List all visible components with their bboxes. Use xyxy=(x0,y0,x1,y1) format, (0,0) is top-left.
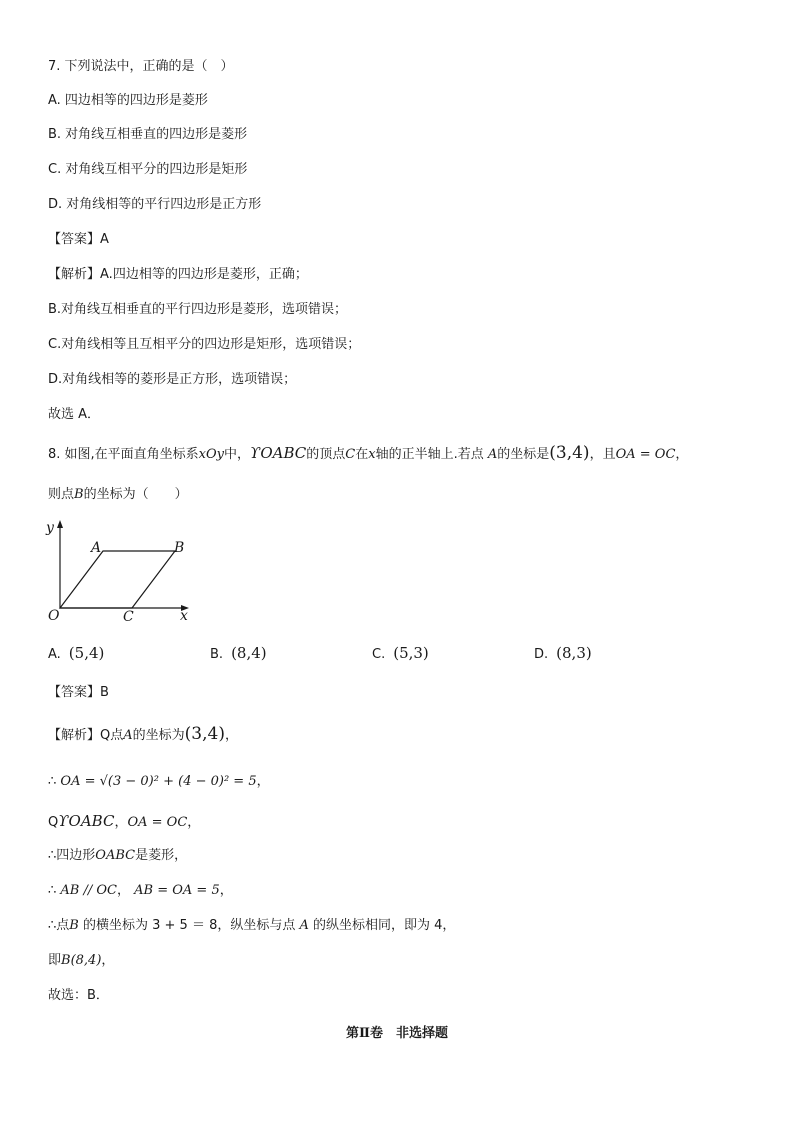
section-footer: 第Ⅱ卷 非选择题 xyxy=(346,1026,448,1041)
q8-analysis-line-5 xyxy=(48,882,233,900)
q7-analysis-line-1 xyxy=(48,266,308,284)
option-value: (5,4) xyxy=(68,644,105,662)
option-letter: D. xyxy=(534,647,549,662)
stem-b: B xyxy=(74,487,84,502)
analysis-quad: OABC xyxy=(95,848,136,863)
analysis-text: A.四边相等的四边形是菱形，正确； xyxy=(100,267,308,282)
analysis-label: 【解析】 xyxy=(48,728,101,743)
analysis-eq: AB = OA = 5 xyxy=(134,883,220,898)
q8-conclusion: 故选：B． xyxy=(48,988,109,1003)
q8-option-a xyxy=(48,644,104,664)
answer-label: 【答案】 xyxy=(48,232,101,247)
q8-answer xyxy=(48,684,109,702)
q7-option-a: A. 四边相等的四边形是菱形 xyxy=(48,93,208,108)
option-value: (5,3) xyxy=(393,644,429,662)
parallelogram-oabc xyxy=(60,551,175,608)
q8-option-c xyxy=(372,644,429,664)
q7-analysis-line-4: D.对角线相等的菱形是正方形，选项错误； xyxy=(48,372,297,387)
stem-text: 中， xyxy=(224,447,251,462)
analysis-text: ， xyxy=(219,883,233,898)
analysis-text: ， xyxy=(114,815,128,830)
analysis-point-a: A xyxy=(299,918,309,933)
stem-xoy: xOy xyxy=(198,447,225,462)
analysis-text: ， xyxy=(117,883,131,898)
analysis-text: 的横坐标为 3 + 5 ＝ 8，纵坐标与点 xyxy=(82,918,296,933)
answer-value: B xyxy=(100,685,109,700)
option-value: (8,3) xyxy=(556,644,592,662)
analysis-text: ， xyxy=(187,815,201,830)
stem-parallelogram: ϒOABC xyxy=(250,444,307,462)
q7-option-d: D. 对角线相等的平行四边形是正方形 xyxy=(48,197,262,212)
analysis-coord: (3,4) xyxy=(184,724,225,744)
q7-stem: 7. 下列说法中，正确的是（ ） xyxy=(48,59,234,74)
stem-text: ， xyxy=(675,447,689,462)
label-c: C xyxy=(123,609,134,625)
q8-analysis-line-2 xyxy=(48,773,270,791)
q7-option-c: C. 对角线互相平分的四边形是矩形 xyxy=(48,162,248,177)
q8-analysis-line-1 xyxy=(48,725,238,745)
analysis-text: 即 xyxy=(48,953,62,968)
therefore-symbol: ∴ xyxy=(48,883,57,898)
label-y: y xyxy=(46,520,54,536)
analysis-label: 【解析】 xyxy=(48,267,101,282)
stem-c: C xyxy=(345,447,356,462)
stem-coord: (3,4) xyxy=(549,443,590,463)
q8-option-d xyxy=(534,644,592,664)
analysis-point-b: B xyxy=(69,918,79,933)
therefore-symbol: ∴ xyxy=(48,774,57,789)
parallelogram-figure xyxy=(40,516,200,626)
option-letter: B. xyxy=(210,647,224,662)
analysis-text: Q点 xyxy=(100,728,124,743)
q8-analysis-line-6 xyxy=(48,917,455,935)
analysis-text: 的坐标为 xyxy=(132,728,185,743)
analysis-text: 的纵坐标相同，即为 4， xyxy=(313,918,456,933)
q7-analysis-line-3: C.对角线相等且互相平分的四边形是矩形，选项错误； xyxy=(48,337,361,352)
option-letter: C. xyxy=(372,647,386,662)
q7-answer xyxy=(48,231,109,249)
y-axis-arrow xyxy=(57,520,63,528)
label-a: A xyxy=(91,540,102,556)
stem-text: ，且 xyxy=(589,447,616,462)
q7-conclusion: 故选 A． xyxy=(48,407,101,422)
stem-x: x xyxy=(368,447,376,462)
q8-analysis-line-7 xyxy=(48,952,114,970)
analysis-text: ， xyxy=(224,728,238,743)
label-o: O xyxy=(48,608,60,624)
analysis-result: B(8,4) xyxy=(61,953,102,968)
answer-label: 【答案】 xyxy=(48,685,101,700)
option-letter: A. xyxy=(48,647,61,662)
q8-stem-line-1 xyxy=(48,444,688,464)
stem-eq: OA = OC xyxy=(615,447,676,462)
stem-text: 8. 如图,在平面直角坐标系 xyxy=(48,447,199,462)
stem-text: 的坐标是 xyxy=(497,447,550,462)
analysis-text: ∴四边形 xyxy=(48,848,96,863)
q8-option-b xyxy=(210,644,267,664)
stem-text: 的坐标为（ ） xyxy=(83,487,188,502)
distance-formula: OA = √(3 − 0)² + (4 − 0)² = 5 xyxy=(60,774,257,789)
analysis-text: ， xyxy=(256,774,270,789)
stem-text: 轴的正半轴上.若点 xyxy=(375,447,484,462)
stem-text: 则点 xyxy=(48,487,75,502)
because-symbol: Q xyxy=(48,815,59,830)
q8-analysis-line-4 xyxy=(48,847,187,865)
option-value: (8,4) xyxy=(231,644,267,662)
analysis-parallelogram: ϒOABC xyxy=(58,812,115,830)
analysis-text: ∴点 xyxy=(48,918,70,933)
q8-stem-line-2 xyxy=(48,486,188,504)
analysis-eq: OA = OC xyxy=(127,815,188,830)
q8-analysis-line-3 xyxy=(48,812,200,832)
stem-text: 在 xyxy=(355,447,369,462)
q7-option-b: B. 对角线互相垂直的四边形是菱形 xyxy=(48,127,248,142)
answer-value: A xyxy=(100,232,109,247)
q7-analysis-line-2: B.对角线互相垂直的平行四边形是菱形，选项错误； xyxy=(48,302,348,317)
stem-a: A xyxy=(487,447,498,462)
analysis-parallel: AB // OC xyxy=(60,883,117,898)
stem-text: 的顶点 xyxy=(306,447,346,462)
label-x: x xyxy=(180,608,188,624)
analysis-point-a: A xyxy=(123,728,133,743)
label-b: B xyxy=(174,540,185,556)
analysis-text: ， xyxy=(101,953,115,968)
analysis-text: 是菱形， xyxy=(135,848,188,863)
